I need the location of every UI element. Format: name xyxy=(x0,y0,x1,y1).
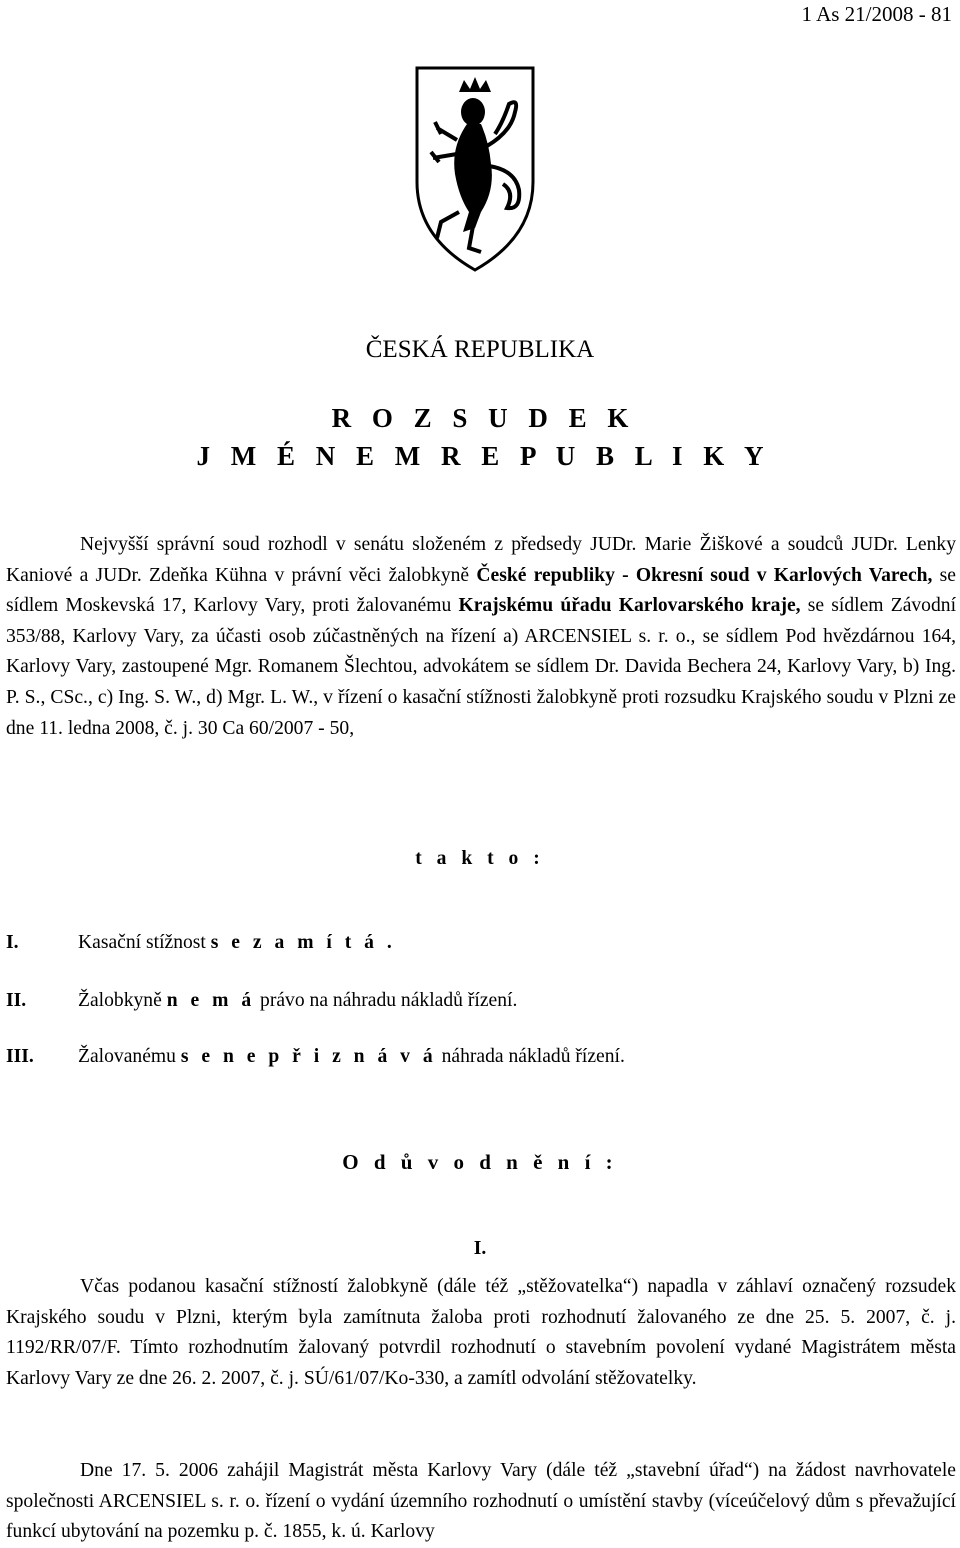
defendant-name: Krajskému úřadu Karlovarského kraje, xyxy=(458,595,801,617)
reasoning-text-2: Dne 17. 5. 2006 zahájil Magistrát města Karlovy Vary (dále též „stavební úřad“) na žádost navrhovatele společnosti ARCENSIEL s. r. o. řízení o vydání územního rozhodnutí o umístění stavby (víceúčelový dům s převažující funkcí ubytování na pozemku p. č. 1855, k. ú. Karlovy xyxy=(6,1460,956,1543)
verdict-text: Žalobkyně xyxy=(78,990,167,1011)
verdict-emphasis: s e z a m í t á . xyxy=(210,932,396,953)
reasoning-paragraph-1 xyxy=(6,1272,956,1394)
case-reference: 1 As 21/2008 - 81 xyxy=(801,2,952,26)
verdict-text: Žalovanému xyxy=(78,1046,181,1067)
verdict-text-post: náhrada nákladů řízení. xyxy=(436,1046,625,1067)
verdict-heading: t a k t o : xyxy=(415,848,545,869)
verdict-text: Kasační stížnost xyxy=(78,932,211,953)
reasoning-paragraph-2 xyxy=(6,1456,956,1548)
intro-text-2: se sídlem Moskevská 17, Karlovy Vary, proti žalovanému xyxy=(6,564,956,617)
document-subtitle: J M É N E M R E P U B L I K Y xyxy=(196,441,771,471)
plaintiff-name: České republiky - Okresní soud v Karlových Varech, xyxy=(476,564,933,586)
reasoning-text-1: Včas podanou kasační stížností žalobkyně (dále též „stěžovatelka“) napadla v záhlaví označený rozsudek Krajského soudu v Plzni, kterým byla zamítnuta žaloba proti rozhodnutí žalovaného ze dne 25. 5. 2007, č. j. 1192/RR/07/F. Tímto rozhodnutím žalovaný potvrdil rozhodnutí o stavebním povolení vydané Magistrátem města Karlovy Vary ze dne 26. 2. 2007, č. j. SÚ/61/07/Ko-330, a zamítl odvolání stěžovatelky. xyxy=(6,1276,956,1389)
verdict-text-post: právo na náhradu nákladů řízení. xyxy=(255,990,518,1011)
reasoning-heading: O d ů v o d n ě n í : xyxy=(342,1150,618,1174)
intro-text-3: se sídlem Závodní 353/88, Karlovy Vary, za účasti osob zúčastněných na řízení a) ARCENSIEL s. r. o., se sídlem Pod hvězdárnou 164, Karlovy Vary, zastoupené Mgr. Romanem Šlechtou, advokátem se sídlem Dr. Davida Bechera 24, Karlovy Vary, b) Ing. P. S., CSc., c) Ing. S. W., d) Mgr. L. W., v řízení o kasační stížnosti žalobkyně proti rozsudku Krajského soudu v Plzni ze dne 11. ledna 2008, č. j. 30 Ca 60/2007 - 50, xyxy=(6,595,957,739)
intro-paragraph xyxy=(6,530,956,744)
country-name: ČESKÁ REPUBLIKA xyxy=(365,336,595,363)
section-number: I. xyxy=(473,1238,487,1259)
verdict-number: I. xyxy=(6,932,19,953)
verdict-emphasis: s e n e p ř i z n á v á xyxy=(180,1046,437,1067)
intro-text-1: Nejvyšší správní soud rozhodl v senátu složeném z předsedy JUDr. Marie Žiškové a soudců JUDr. Lenky Kaniové a JUDr. Zdeňka Kühna v právní věci žalobkyně xyxy=(6,534,956,586)
state-emblem-lion-icon xyxy=(411,62,539,274)
verdict-number: III. xyxy=(6,1046,34,1067)
verdict-emphasis: n e m á xyxy=(166,990,256,1011)
document-title: R O Z S U D E K xyxy=(331,403,636,433)
verdict-number: II. xyxy=(6,990,27,1011)
